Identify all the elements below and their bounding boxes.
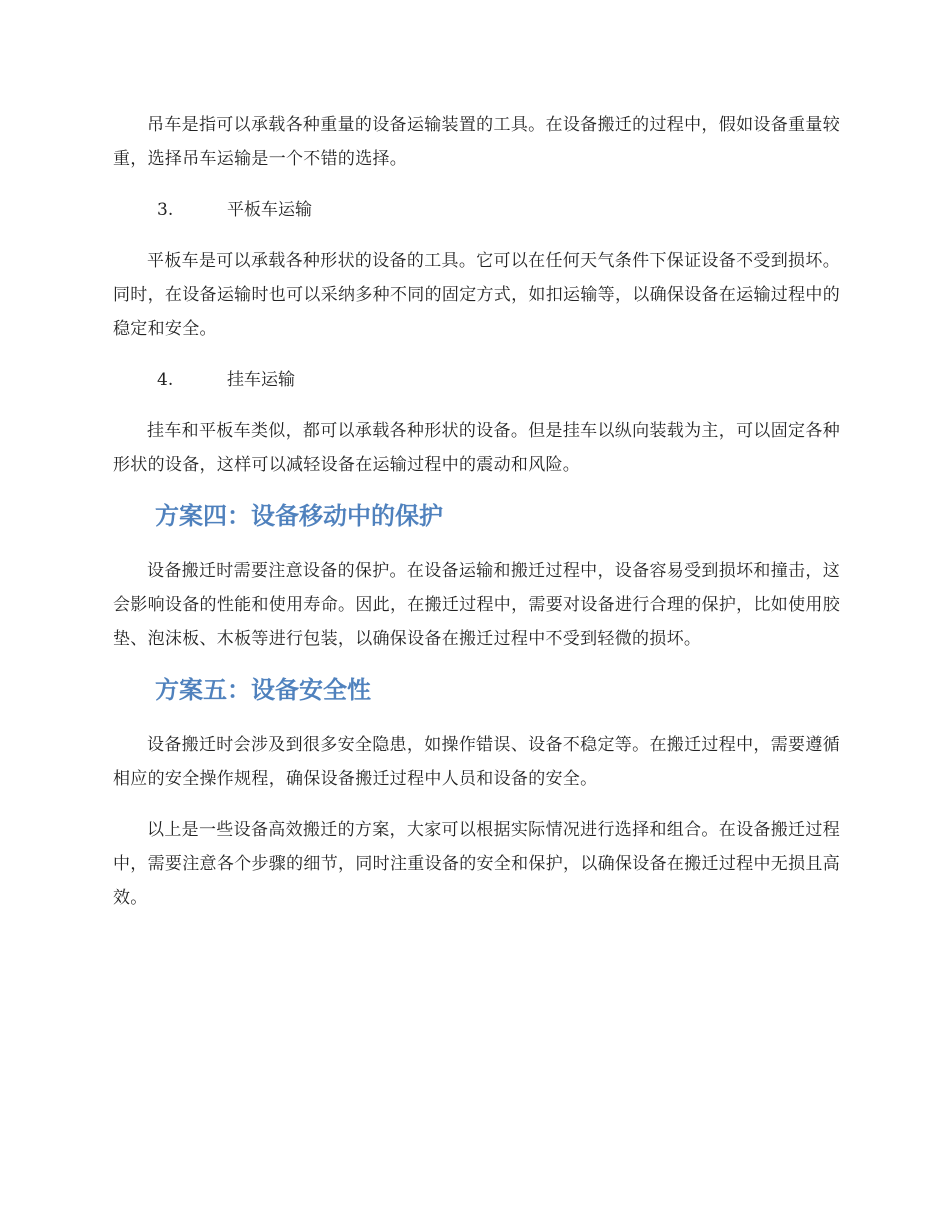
paragraph-conclusion: 以上是一些设备高效搬迁的方案，大家可以根据实际情况进行选择和组合。在设备搬迁过程中，需要注意各个步骤的细节，同时注重设备的安全和保护，以确保设备在搬迁过程中无损且高效。	[113, 820, 840, 908]
paragraph-protection: 设备搬迁时需要注意设备的保护。在设备运输和搬迁过程中，设备容易受到损坏和撞击，这会影响设备的性能和使用寿命。因此，在搬迁过程中，需要对设备进行合理的保护，比如使用胶垫、泡沫板、木板等进行包装，以确保设备在搬迁过程中不受到轻微的损坏。	[113, 561, 840, 649]
paragraph-flatbed: 平板车是可以承载各种形状的设备的工具。它可以在任何天气条件下保证设备不受到损坏。同时，在设备运输时也可以采纳多种不同的固定方式，如扣运输等，以确保设备在运输过程中的稳定和安全。	[113, 251, 840, 339]
paragraph-safety: 设备搬迁时会涉及到很多安全隐患，如操作错误、设备不稳定等。在搬迁过程中，需要遵循相应的安全操作规程，确保设备搬迁过程中人员和设备的安全。	[113, 735, 840, 789]
section-heading-safety: 方案五：设备安全性	[155, 676, 371, 704]
list-item-trailer	[113, 363, 840, 397]
list-number: 4.	[157, 370, 174, 390]
paragraph-trailer: 挂车和平板车类似，都可以承载各种形状的设备。但是挂车以纵向装载为主，可以固定各种形状的设备，这样可以减轻设备在运输过程中的震动和风险。	[113, 421, 840, 475]
list-number: 3.	[157, 200, 174, 220]
paragraph-crane: 吊车是指可以承载各种重量的设备运输装置的工具。在设备搬迁的过程中，假如设备重量较重，选择吊车运输是一个不错的选择。	[113, 115, 840, 169]
list-item-flatbed	[113, 193, 840, 227]
section-heading-protection: 方案四：设备移动中的保护	[155, 502, 443, 530]
document-body	[113, 108, 840, 932]
list-item-label: 挂车运输	[227, 370, 295, 390]
list-item-label: 平板车运输	[227, 200, 312, 220]
